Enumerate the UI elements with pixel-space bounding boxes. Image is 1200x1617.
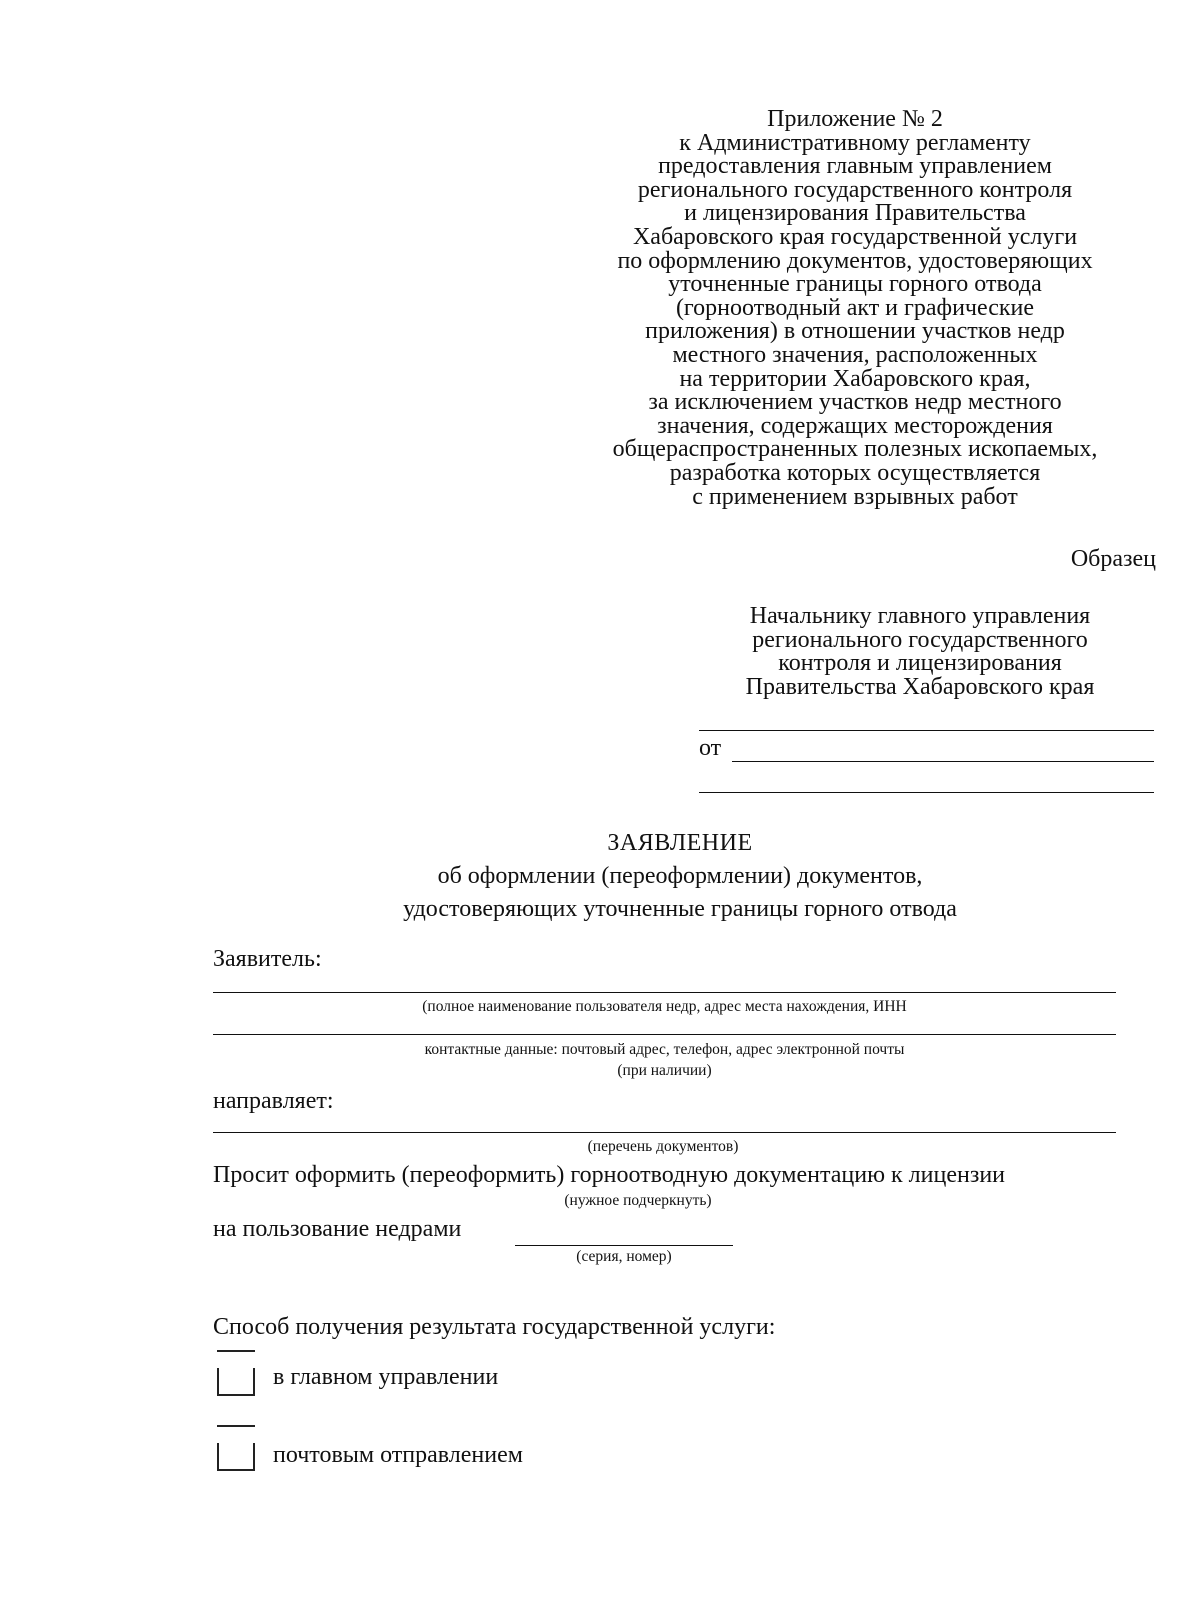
annex-header: [575, 108, 1135, 509]
annex-line: Приложение № 2: [767, 106, 943, 132]
annex-line: за исключением участков недр местного: [648, 389, 1062, 416]
applicant-label: Заявитель:: [213, 946, 322, 972]
option-main-office: в главном управлении: [273, 1364, 499, 1390]
license-number-blank-line[interactable]: [515, 1245, 733, 1246]
annex-line: предоставления главным управлением: [658, 153, 1052, 180]
addressee-line: Правительства Хабаровского края: [745, 673, 1095, 700]
annex-line: регионального государственного контроля: [637, 176, 1073, 203]
annex-line: с применением взрывных работ: [692, 483, 1018, 510]
sample-label: Образец: [1070, 546, 1156, 572]
underline-hint: (нужное подчеркнуть): [564, 1192, 712, 1209]
annex-line: приложения) в отношении участков недр: [645, 318, 1065, 345]
title-line: удостоверяющих уточненные границы горного отвода: [403, 896, 957, 922]
sends-label: направляет:: [213, 1088, 334, 1114]
addressee-line: регионального государственного: [752, 626, 1088, 653]
applicant-blank-line-1[interactable]: [213, 992, 1116, 993]
applicant-hint: (полное наименование пользователя недр, адрес места нахождения, ИНН: [422, 998, 907, 1015]
delivery-method-label: Способ получения результата государственной услуги:: [213, 1314, 776, 1340]
from-label: от: [699, 735, 722, 761]
addressee-blank-line-2[interactable]: [699, 792, 1154, 793]
addressee-line: Начальнику главного управления: [749, 603, 1091, 629]
from-blank-line[interactable]: [732, 761, 1154, 762]
annex-line: по оформлению документов, удостоверяющих: [617, 247, 1093, 274]
documents-hint: (перечень документов): [587, 1138, 739, 1155]
addressee-line: контроля и лицензирования: [778, 650, 1062, 676]
annex-line: значения, содержащих месторождения: [657, 412, 1053, 439]
title-heading: ЗАЯВЛЕНИЕ: [607, 830, 753, 856]
annex-line: к Административному регламенту: [679, 129, 1031, 156]
document-title: [300, 827, 1060, 926]
documents-blank-line[interactable]: [213, 1132, 1116, 1133]
option-postal: почтовым отправлением: [273, 1442, 523, 1468]
applicant-blank-line-2[interactable]: [213, 1034, 1116, 1035]
annex-line: местного значения, расположенных: [672, 341, 1038, 368]
addressee-blank-line-1[interactable]: [699, 730, 1154, 731]
annex-line: на территории Хабаровского края,: [679, 365, 1031, 392]
checkbox-main-office[interactable]: [217, 1350, 255, 1396]
checkbox-postal[interactable]: [217, 1425, 255, 1471]
annex-line: общераспространенных полезных ископаемых,: [612, 436, 1098, 463]
annex-line: и лицензирования Правительства: [684, 200, 1026, 227]
title-line: об оформлении (переоформлении) документов,: [437, 863, 923, 889]
license-label: на пользование недрами: [213, 1216, 462, 1242]
annex-line: Хабаровского края государственной услуги: [632, 223, 1078, 250]
addressee-block: [700, 605, 1140, 699]
annex-line: (горноотводный акт и графические: [675, 294, 1035, 321]
contacts-hint-optional: (при наличии): [617, 1062, 712, 1079]
annex-line: разработка которых осуществляется: [669, 459, 1041, 486]
contacts-hint: контактные данные: почтовый адрес, телефон, адрес электронной почты: [424, 1041, 905, 1058]
series-hint: (серия, номер): [576, 1248, 672, 1265]
request-text: Просит оформить (переоформить) горноотводную документацию к лицензии: [213, 1162, 1006, 1188]
annex-line: уточненные границы горного отвода: [668, 271, 1042, 298]
